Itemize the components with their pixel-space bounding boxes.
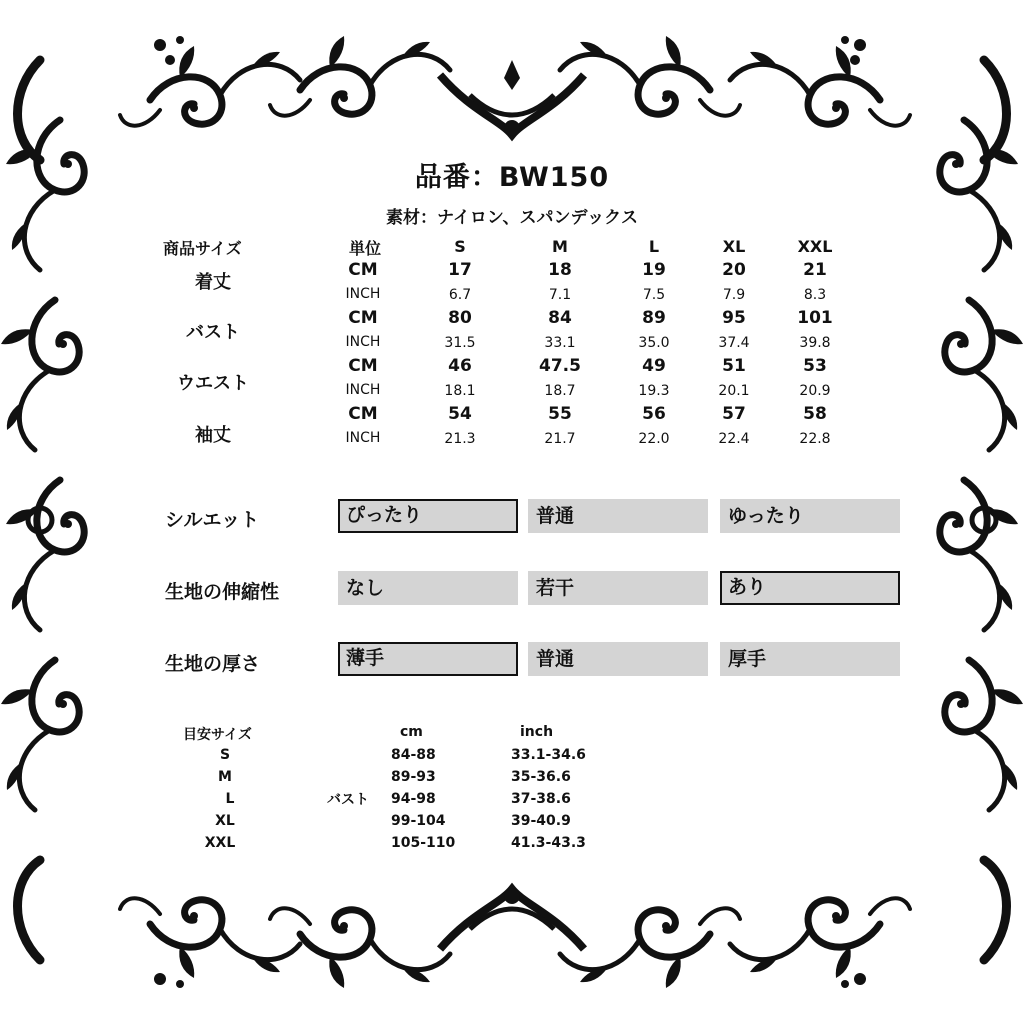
cell-cm: 58 (803, 404, 827, 424)
size-header-l: L (648, 237, 660, 256)
option-thickness-thick: 厚手 (720, 642, 900, 676)
cell-cm: 55 (548, 404, 572, 424)
cell-cm: 20 (722, 260, 746, 280)
guide-cm: 105-110 (391, 835, 456, 851)
unit-cm: CM (348, 308, 378, 328)
cell-cm: 19 (642, 260, 666, 280)
guide-cm: 94-98 (391, 791, 436, 807)
cell-cm: 47.5 (539, 356, 581, 376)
cell-inch: 39.8 (799, 335, 831, 351)
cell-inch: 21.3 (444, 431, 476, 447)
guide-inch: 37-38.6 (511, 791, 571, 807)
attr-label-thickness: 生地の厚さ (165, 653, 261, 675)
guide-inch-header: inch (520, 724, 554, 740)
cell-inch: 22.4 (718, 431, 750, 447)
guide-cm: 84-88 (391, 747, 436, 763)
option-silhouette-normal: 普通 (528, 499, 708, 533)
option-stretch-slight: 若干 (528, 571, 708, 605)
row-label-bust: バスト (186, 322, 240, 343)
option-thickness-normal: 普通 (528, 642, 708, 676)
guide-inch: 35-36.6 (511, 769, 571, 785)
cell-cm: 51 (722, 356, 746, 376)
cell-cm: 18 (548, 260, 572, 280)
attr-label-silhouette: シルエット (165, 509, 260, 531)
cell-inch: 35.0 (638, 335, 670, 351)
cell-inch: 8.3 (803, 287, 827, 303)
cell-inch: 7.5 (642, 287, 666, 303)
guide-inch: 39-40.9 (511, 813, 571, 829)
cell-inch: 22.8 (799, 431, 831, 447)
cell-cm: 53 (803, 356, 827, 376)
product-title: 品番：BW150 (414, 162, 610, 193)
cell-inch: 20.9 (799, 383, 831, 399)
option-silhouette-loose: ゆったり (720, 499, 900, 533)
size-header-s: S (454, 237, 466, 256)
cell-cm: 21 (803, 260, 827, 280)
unit-cm: CM (348, 404, 378, 424)
cell-inch: 20.1 (718, 383, 750, 399)
unit-inch: INCH (345, 286, 381, 302)
cell-cm: 56 (642, 404, 666, 424)
cell-inch: 7.1 (548, 287, 572, 303)
cell-inch: 6.7 (448, 287, 472, 303)
guide-size: XXL (204, 835, 236, 851)
cell-inch: 21.7 (544, 431, 576, 447)
guide-size: S (219, 747, 231, 763)
size-header-xxl: XXL (797, 237, 833, 256)
cell-cm: 89 (642, 308, 666, 328)
cell-cm: 17 (448, 260, 472, 280)
option-silhouette-tight: ぴったり (338, 499, 518, 533)
cell-inch: 22.0 (638, 431, 670, 447)
guide-measure-label: バスト (327, 792, 369, 808)
unit-cm: CM (348, 260, 378, 280)
guide-cm-header: cm (400, 724, 423, 740)
cell-inch: 19.3 (638, 383, 670, 399)
row-label-waist: ウエスト (177, 373, 249, 394)
cell-inch: 7.9 (722, 287, 746, 303)
guide-cm: 99-104 (391, 813, 446, 829)
cell-cm: 84 (548, 308, 572, 328)
cell-inch: 37.4 (718, 335, 750, 351)
row-label-sleeve: 袖丈 (195, 425, 231, 446)
unit-cm: CM (348, 356, 378, 376)
cell-inch: 18.1 (444, 383, 476, 399)
cell-cm: 49 (642, 356, 666, 376)
option-stretch-none: なし (338, 571, 518, 605)
guide-inch: 41.3-43.3 (511, 835, 586, 851)
cell-inch: 31.5 (444, 335, 476, 351)
material-line: 素材：ナイロン、スパンデックス (386, 208, 638, 228)
unit-inch: INCH (345, 334, 381, 350)
guide-inch: 33.1-34.6 (511, 747, 586, 763)
guide-cm: 89-93 (391, 769, 436, 785)
cell-cm: 46 (448, 356, 472, 376)
attr-label-stretch: 生地の伸縮性 (165, 581, 280, 603)
size-header-xl: XL (722, 237, 746, 256)
cell-cm: 95 (722, 308, 746, 328)
cell-cm: 80 (448, 308, 472, 328)
cell-cm: 101 (797, 308, 833, 328)
option-thickness-thin: 薄手 (338, 642, 518, 676)
unit-inch: INCH (345, 430, 381, 446)
unit-inch: INCH (345, 382, 381, 398)
option-stretch-yes: あり (720, 571, 900, 605)
cell-inch: 18.7 (544, 383, 576, 399)
cell-cm: 54 (448, 404, 472, 424)
cell-cm: 57 (722, 404, 746, 424)
size-guide-title: 目安サイズ (183, 727, 252, 743)
size-header-m: M (552, 237, 568, 256)
cell-inch: 33.1 (544, 335, 576, 351)
guide-size: M (218, 769, 232, 785)
unit-header: 単位 (348, 239, 381, 258)
guide-size: XL (215, 813, 235, 829)
row-label-length: 着丈 (195, 272, 231, 293)
guide-size: L (225, 791, 235, 807)
size-table-corner-label: 商品サイズ (163, 239, 242, 258)
